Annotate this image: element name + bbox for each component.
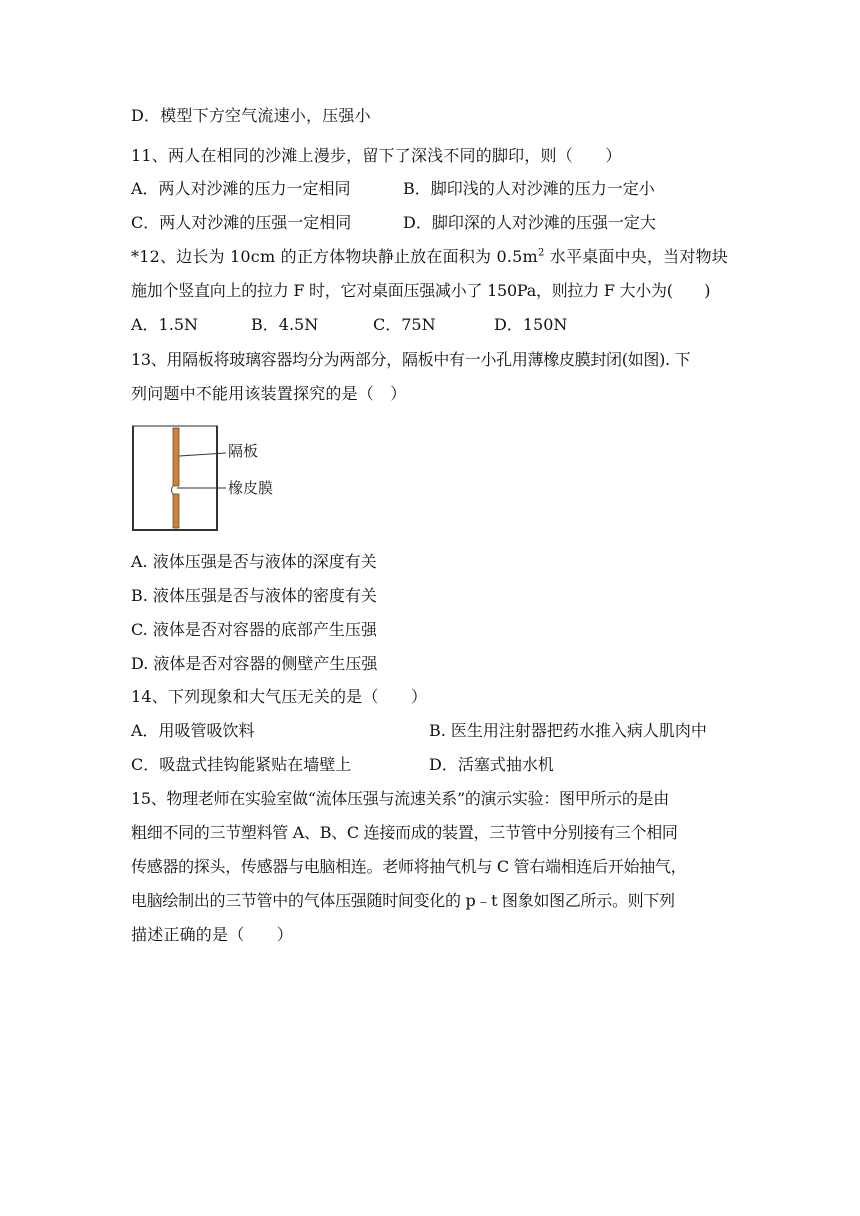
q12-stem-line2: 施加个竖直向上的拉力 F 时，它对桌面压强减小了 150Pa，则拉力 F 大小为( ): [131, 281, 711, 300]
q14-option-c: C．吸盘式挂钩能紧贴在墙壁上: [131, 755, 352, 774]
q13-option-b: B. 液体压强是否与液体的密度有关: [131, 586, 377, 605]
label-membrane: 橡皮膜: [228, 479, 274, 497]
rubber-membrane: [172, 486, 174, 494]
q15-stem-line2: 粗细不同的三节塑料管 A、B、C 连接而成的装置，三节管中分别接有三个相同: [131, 823, 678, 842]
q11-option-a: A．两人对沙滩的压力一定相同: [131, 179, 351, 198]
q14-option-a: A．用吸管吸饮料: [131, 721, 255, 740]
q14-stem: 14、下列现象和大气压无关的是（ ）: [131, 687, 428, 706]
partition-upper: [173, 428, 179, 486]
q12-option-c: C．75N: [373, 315, 436, 334]
q15-stem-line3: 传感器的探头，传感器与电脑相连。老师将抽气机与 C 管右端相连后开始抽气，: [131, 857, 687, 876]
q15-stem-line4: 电脑绘制出的三节管中的气体压强随时间变化的 p﹣t 图象如图乙所示。则下列: [131, 891, 675, 910]
q12-stem-line1-tail: 水平桌面中央，当对物块: [544, 247, 728, 266]
q12-option-d: D．150N: [494, 315, 568, 334]
q15-stem-line1: 15、物理老师在实验室做“流体压强与流速关系”的演示实验：图甲所示的是由: [131, 789, 669, 808]
q12-option-a: A．1.5N: [131, 315, 199, 334]
q13-stem-line1: 13、用隔板将玻璃容器均分为两部分，隔板中有一小孔用薄橡皮膜封闭(如图). 下: [131, 350, 691, 369]
q11-option-c: C．两人对沙滩的压强一定相同: [131, 213, 352, 232]
q12-stem-line1-text: *12、边长为 10cm 的正方体物块静止放在面积为 0.5m: [131, 247, 538, 266]
q15-stem-line5: 描述正确的是（ ）: [131, 925, 294, 944]
q14-option-d: D．活塞式抽水机: [429, 755, 554, 774]
q13-stem-line2: 列问题中不能用该装置探究的是（ ）: [131, 384, 407, 403]
q14-option-b: B. 医生用注射器把药水推入病人肌肉中: [429, 721, 707, 740]
q12-stem-line1: [131, 247, 728, 267]
container-partition-figure: [130, 422, 290, 534]
q12-superscript: 2: [537, 247, 545, 259]
q12-option-b: B．4.5N: [251, 315, 319, 334]
q13-option-a: A. 液体压强是否与液体的深度有关: [131, 552, 377, 571]
partition-leader-line: [179, 453, 226, 456]
q13-option-c: C. 液体是否对容器的底部产生压强: [131, 620, 377, 639]
container-diagram: [130, 422, 290, 534]
label-partition: 隔板: [228, 442, 259, 460]
partition-lower: [173, 494, 179, 528]
q11-stem: 11、两人在相同的沙滩上漫步，留下了深浅不同的脚印，则（ ）: [131, 146, 622, 165]
q11-option-b: B．脚印浅的人对沙滩的压力一定小: [403, 179, 655, 198]
q11-option-d: D．脚印深的人对沙滩的压强一定大: [403, 213, 656, 232]
q10-option-d: D．模型下方空气流速小，压强小: [131, 106, 371, 125]
q13-option-d: D. 液体是否对容器的侧壁产生压强: [131, 654, 378, 673]
